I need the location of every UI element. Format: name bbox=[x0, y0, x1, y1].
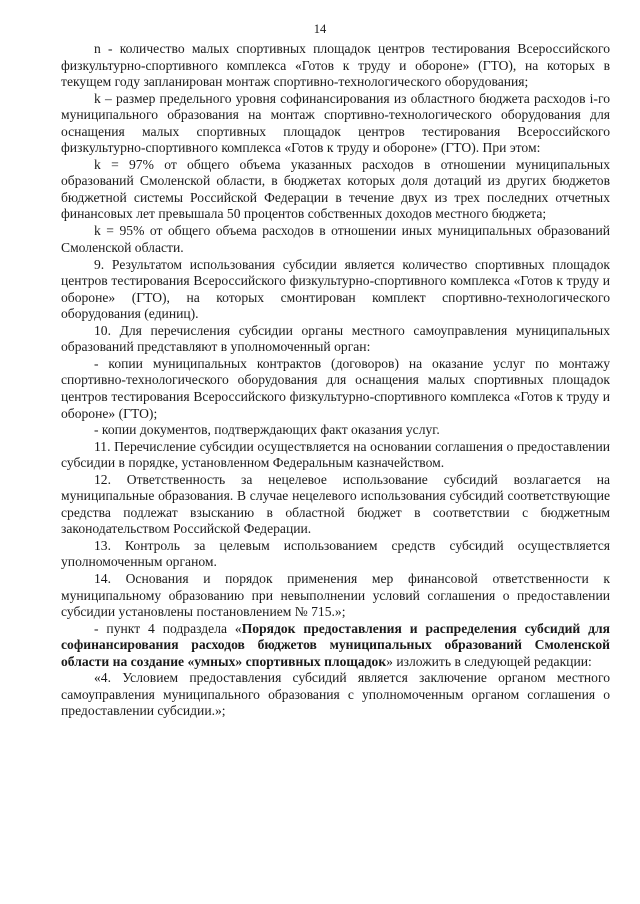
amendment-prefix: - пункт 4 подраздела « bbox=[94, 620, 242, 636]
paragraph-k-95: k = 95% от общего объема расходов в отношении иных муниципальных образований Смоленской области. bbox=[61, 223, 610, 255]
paragraph-10-item-documents: - копии документов, подтверждающих факт оказания услуг. bbox=[94, 422, 440, 438]
paragraph-10: 10. Для перечисления субсидии органы местного самоуправления муниципальных образований представляют в уполномоченный орган: bbox=[61, 322, 610, 355]
paragraph-10-item-contracts: - копии муниципальных контрактов (договоров) на оказание услуг по монтажу спортивно-технологического оборудования для оснащения малых спортивных площадок центров тестирования Всероссийского физкультурно-спортивного комплекса «Готов к труду и обороне» (ГТО); bbox=[61, 355, 610, 421]
paragraph-13: 13. Контроль за целевым использованием средств субсидий осуществляется уполномоченным органом. bbox=[61, 537, 610, 570]
paragraph-14: 14. Основания и порядок применения мер финансовой ответственности к муниципальному образованию при невыполнении условий соглашения о предоставлении субсидии установлены постановлением № 715.»; bbox=[61, 571, 610, 620]
paragraph-12: 12. Ответственность за нецелевое использование субсидий возлагается на муниципальные образования. В случае нецелевого использования субсидий соответствующие средства подлежат взысканию в областной бюджет в соответствии с бюджетным законодательством Российской Федерации. bbox=[61, 471, 610, 537]
paragraph-amendment bbox=[61, 621, 610, 671]
paragraph-n-definition: n - количество малых спортивных площадок центров тестирования Всероссийского физкультурно-спортивного комплекса «Готов к труду и обороне» (ГТО), на которых в текущем году запланирован монтаж спортивно-технологического оборудования; bbox=[61, 41, 610, 90]
page-number: 14 bbox=[313, 22, 327, 36]
paragraph-k-97: k = 97% от общего объема указанных расходов в отношении муниципальных образований Смоленской области, в бюджетах которых доля дотаций из других бюджетов бюджетной системы Российской Федерации в течение двух из трех последних отчетных финансовых лет превышала 50 процентов собственных доходов местного бюджета; bbox=[61, 156, 610, 222]
paragraph-k-definition: k – размер предельного уровня софинансирования из областного бюджета расходов i-го муниципального образования на монтаж спортивно-технологического оборудования для оснащения малых спортивных площадок центров тестирования Всероссийского физкультурно-спортивного комплекса «Готов к труду и обороне» (ГТО). При этом: bbox=[61, 90, 610, 156]
amendment-suffix: » изложить в следующей редакции: bbox=[386, 653, 592, 669]
amendment-bold-title: Порядок предоставления и распределения субсидий для софинансирования расходов бюджетов муниципальных образований Смоленской области на создание «умных» спортивных площадок bbox=[61, 620, 610, 669]
document-body bbox=[61, 41, 610, 720]
paragraph-9: 9. Результатом использования субсидии является количество спортивных площадок центров тестирования Всероссийского физкультурно-спортивного комплекса «Готов к труду и обороне» (ГТО), на которых смонтирован комплект спортивно-технологического оборудования (единиц). bbox=[61, 256, 610, 322]
paragraph-final: «4. Условием предоставления субсидий является заключение органом местного самоуправления муниципального образования с уполномоченным органом соглашения о предоставлении субсидии.»; bbox=[61, 670, 610, 719]
paragraph-11: 11. Перечисление субсидии осуществляется на основании соглашения о предоставлении субсидии в порядке, установленном Федеральным казначейством. bbox=[61, 438, 610, 471]
